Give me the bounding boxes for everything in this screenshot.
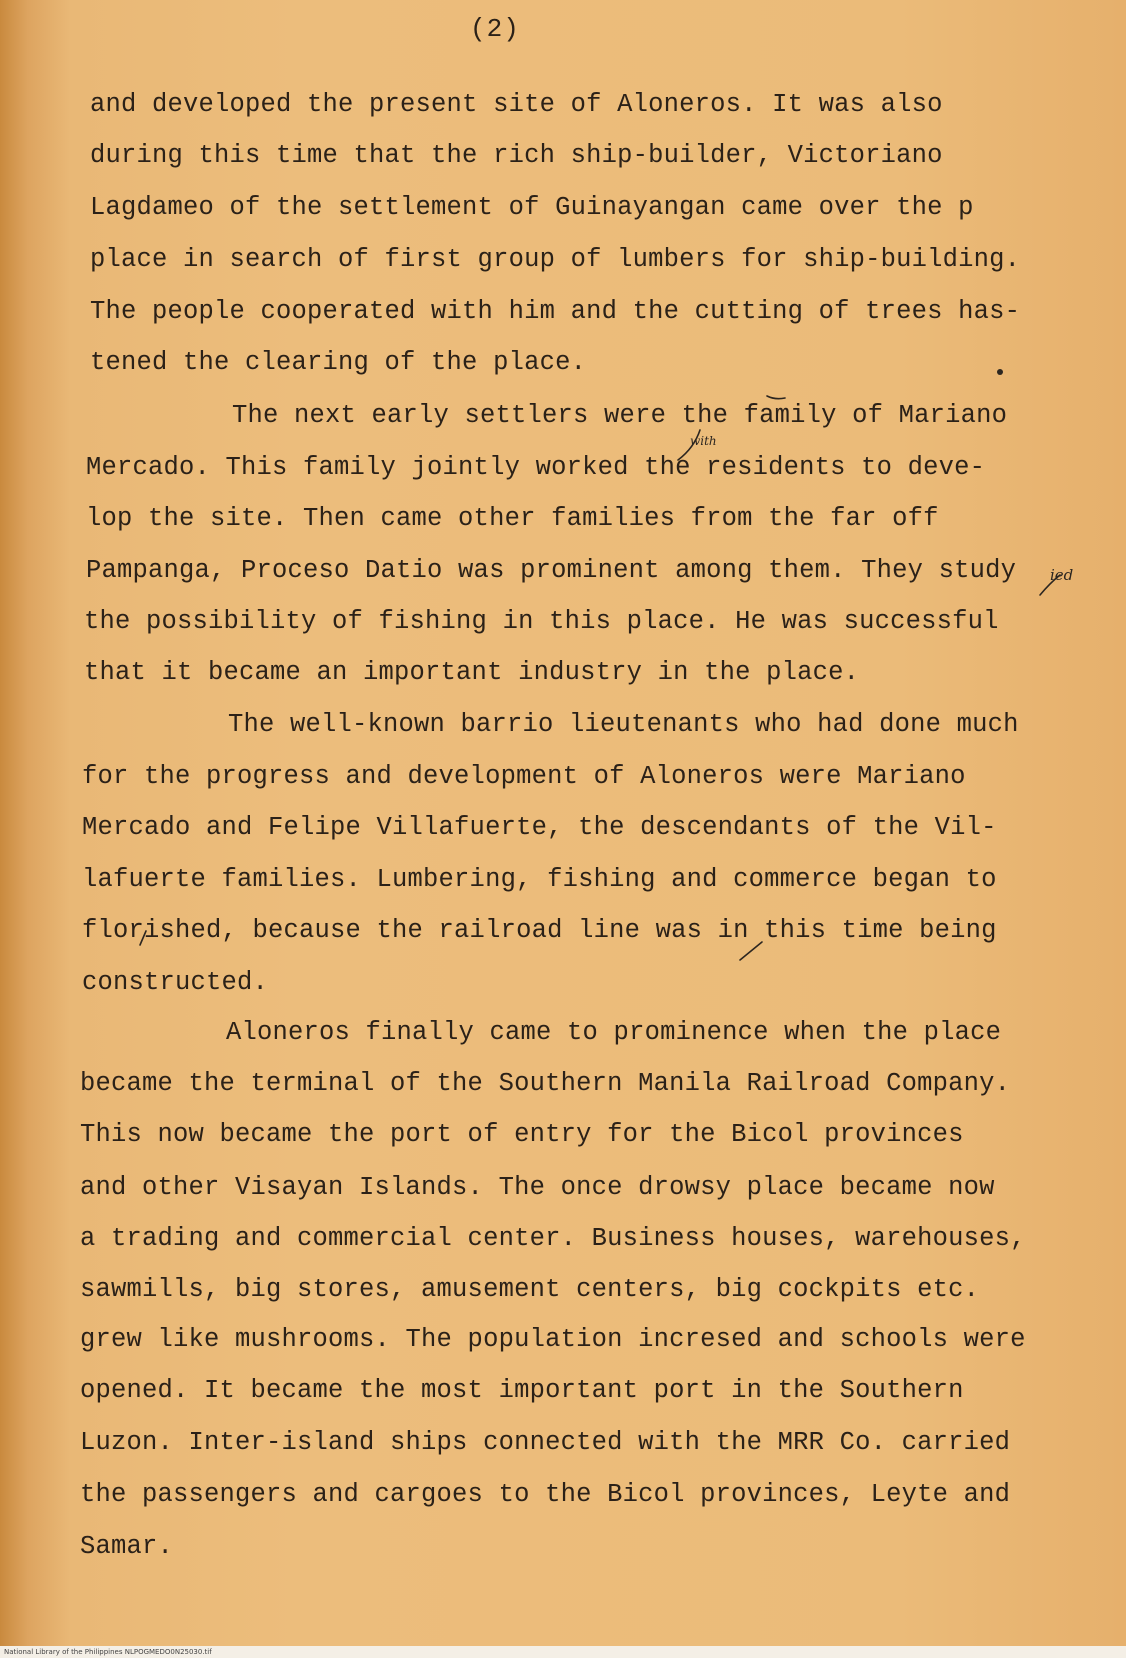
text-line: tened the clearing of the place.: [90, 348, 587, 377]
text-line: florished, because the railroad line was in this time being: [82, 916, 997, 945]
text-line: sawmills, big stores, amusement centers, big cockpits etc.: [80, 1275, 980, 1304]
text-line: This now became the port of entry for the Bicol provinces: [80, 1120, 964, 1149]
text-line: for the progress and development of Aloneros were Mariano: [82, 762, 966, 791]
text-line: the passengers and cargoes to the Bicol provinces, Leyte and: [80, 1480, 1011, 1509]
text-line: The next early settlers were the family of Mariano: [232, 401, 1008, 430]
text-line: a trading and commercial center. Business houses, warehouses,: [80, 1224, 1026, 1253]
text-line: lop the site. Then came other families from the far off: [86, 504, 939, 533]
text-line: during this time that the rich ship-builder, Victoriano: [90, 141, 943, 170]
text-line: Samar.: [80, 1532, 174, 1561]
text-line: Lagdameo of the settlement of Guinayangan came over the p: [90, 193, 974, 222]
footer-caption: National Library of the Philippines NLPOGMEDO0N25030.tif: [0, 1646, 1126, 1658]
text-line: Mercado and Felipe Villafuerte, the descendants of the Vil-: [82, 813, 997, 842]
page-number: (2): [470, 14, 520, 44]
handwritten-note: ied: [1050, 566, 1074, 584]
text-line: constructed.: [82, 968, 269, 997]
text-line: Pampanga, Proceso Datio was prominent among them. They study: [86, 556, 1017, 585]
handwritten-note: with: [690, 434, 717, 448]
text-line: and developed the present site of Aloneros. It was also: [90, 90, 943, 119]
text-line: The well-known barrio lieutenants who had done much: [228, 710, 1019, 739]
text-line: that it became an important industry in the place.: [84, 658, 860, 687]
text-line: The people cooperated with him and the cutting of trees has-: [90, 297, 1021, 326]
text-line: became the terminal of the Southern Manila Railroad Company.: [80, 1069, 1011, 1098]
text-line: Luzon. Inter-island ships connected with the MRR Co. carried: [80, 1428, 1011, 1457]
text-line: grew like mushrooms. The population incresed and schools were: [80, 1325, 1026, 1354]
text-line: Aloneros finally came to prominence when the place: [226, 1018, 1002, 1047]
text-line: and other Visayan Islands. The once drowsy place became now: [80, 1173, 995, 1202]
text-line: place in search of first group of lumbers for ship-building.: [90, 245, 1021, 274]
text-line: lafuerte families. Lumbering, fishing and commerce began to: [82, 865, 997, 894]
text-line: opened. It became the most important port in the Southern: [80, 1376, 964, 1405]
text-line: Mercado. This family jointly worked the residents to deve-: [86, 453, 986, 482]
text-line: the possibility of fishing in this place. He was successful: [84, 607, 999, 636]
